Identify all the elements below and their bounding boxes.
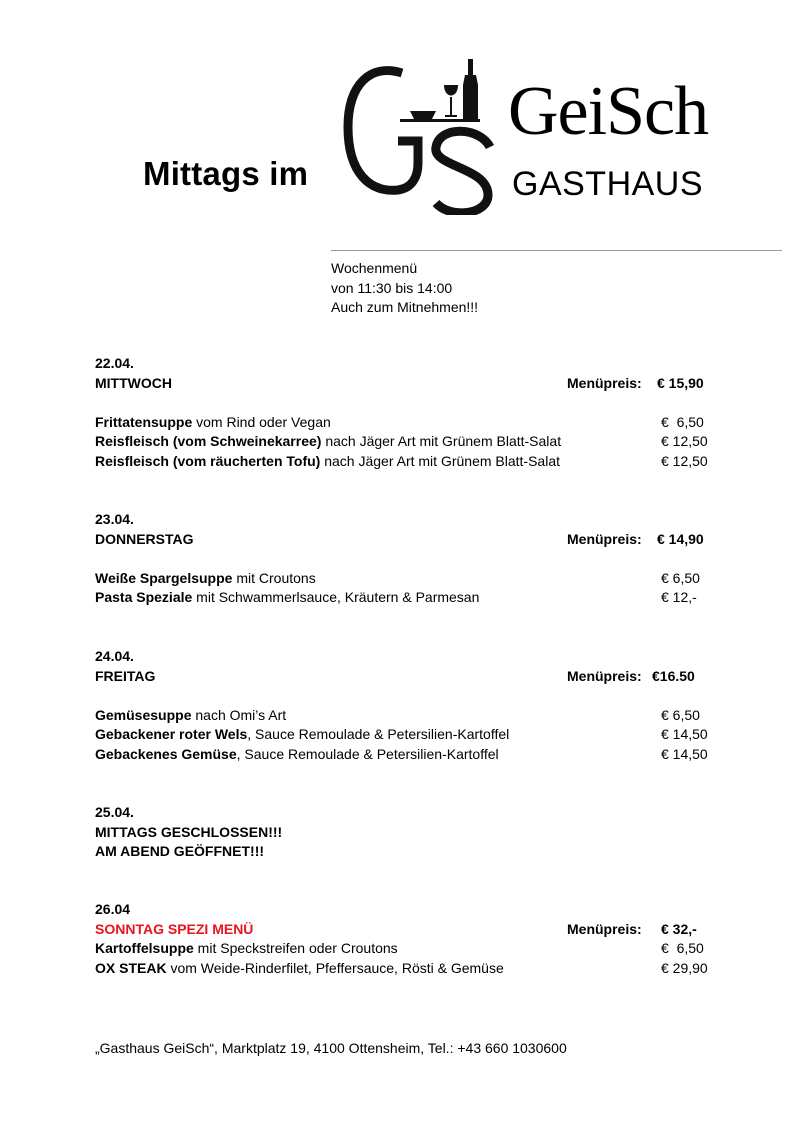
dish-name: Gebackenes Gemüse bbox=[95, 745, 237, 762]
dish-price: € 12,50 bbox=[661, 452, 708, 469]
dish-row bbox=[95, 452, 735, 472]
dish-name: Reisfleisch (vom räucherten Tofu) bbox=[95, 452, 321, 469]
dish-desc: nach Jäger Art mit Grünem Blatt-Salat bbox=[321, 433, 562, 449]
dish-price: € 6,50 bbox=[661, 706, 700, 723]
dish-desc: nach Jäger Art mit Grünem Blatt-Salat bbox=[320, 452, 560, 469]
dish-row bbox=[95, 939, 735, 959]
menu-price-label: Menüpreis: bbox=[567, 530, 642, 547]
day-date: 25.04. bbox=[95, 804, 134, 820]
dish-row bbox=[95, 432, 735, 452]
dish-desc: , Sauce Remoulade & Petersilien-Kartoffel bbox=[236, 745, 499, 762]
dish-row bbox=[95, 588, 735, 608]
info-line: Auch zum Mitnehmen!!! bbox=[331, 299, 479, 315]
dish-row bbox=[95, 706, 735, 726]
dish-name: Gebackener roter Wels bbox=[95, 726, 248, 742]
info-line: von 11:30 bis 14:00 bbox=[331, 279, 453, 296]
menu-price-label: Menüpreis: bbox=[567, 667, 642, 684]
dish-name: OX STEAK bbox=[95, 959, 167, 976]
gasthaus-logo bbox=[340, 55, 770, 215]
footer-address: „Gasthaus GeiSch“, Marktplatz 19, 4100 Ottensheim, Tel.: +43 660 1030600 bbox=[95, 1040, 567, 1056]
day-section bbox=[95, 510, 735, 608]
dish-price: € 14,50 bbox=[661, 726, 708, 742]
day-date: 22.04. bbox=[95, 355, 134, 371]
dish-price: € 29,90 bbox=[661, 959, 708, 976]
menu-price: € 15,90 bbox=[657, 374, 704, 391]
info-line: Wochenmenü bbox=[331, 260, 418, 276]
dish-desc: , Sauce Remoulade & Petersilien-Kartoffel bbox=[247, 726, 510, 742]
day-name-row bbox=[95, 920, 735, 940]
dish-desc: vom Rind oder Vegan bbox=[192, 413, 331, 430]
dish-price: € 12,- bbox=[661, 589, 697, 605]
dish-desc: nach Omi’s Art bbox=[191, 706, 287, 723]
day-date: 26.04 bbox=[95, 901, 131, 917]
closed-notice: MITTAGS GESCHLOSSEN!!! bbox=[95, 823, 283, 840]
day-date: 24.04. bbox=[95, 648, 134, 664]
day-name: FREITAG bbox=[95, 667, 156, 684]
dish-row bbox=[95, 569, 735, 589]
menu-price: € 32,- bbox=[661, 920, 697, 937]
dish-name: Weiße Spargelsuppe bbox=[95, 569, 233, 586]
day-name-row bbox=[95, 530, 735, 550]
open-notice: AM ABEND GEÖFFNET!!! bbox=[95, 843, 265, 859]
day-section bbox=[95, 803, 735, 862]
dish-desc: mit Speckstreifen oder Croutons bbox=[193, 940, 398, 956]
dish-name: Pasta Speziale bbox=[95, 589, 193, 605]
day-name-row bbox=[95, 374, 735, 394]
dish-price: € 6,50 bbox=[661, 940, 704, 956]
menu-price-label: Menüpreis: bbox=[567, 374, 642, 391]
dish-price: € 6,50 bbox=[661, 569, 700, 586]
day-name-row bbox=[95, 667, 735, 687]
dish-price: € 6,50 bbox=[661, 413, 704, 430]
dish-row bbox=[95, 413, 735, 433]
header-divider bbox=[331, 250, 782, 251]
logo-monogram-icon bbox=[340, 55, 500, 215]
page-title: Mittags im bbox=[143, 155, 309, 192]
day-name: MITTWOCH bbox=[95, 374, 172, 391]
dish-row bbox=[95, 725, 735, 745]
dish-price: € 12,50 bbox=[661, 433, 708, 449]
day-section bbox=[95, 647, 735, 764]
menu-info bbox=[331, 259, 478, 318]
dish-row bbox=[95, 745, 735, 765]
menu-price: €16.50 bbox=[652, 667, 695, 684]
logo-subtitle: GASTHAUS bbox=[512, 165, 704, 203]
day-name: DONNERSTAG bbox=[95, 530, 194, 547]
dish-desc: mit Croutons bbox=[232, 569, 316, 586]
day-section bbox=[95, 354, 735, 471]
dish-name: Reisfleisch (vom Schweinekarree) bbox=[95, 433, 322, 449]
menu-price: € 14,90 bbox=[657, 530, 704, 547]
day-name: SONNTAG SPEZI MENÜ bbox=[95, 920, 254, 937]
dish-desc: vom Weide-Rinderfilet, Pfeffersauce, Rösti & Gemüse bbox=[166, 959, 504, 976]
day-section bbox=[95, 900, 735, 978]
dish-name: Frittatensuppe bbox=[95, 413, 193, 430]
logo-name: GeiSch bbox=[508, 73, 709, 150]
dish-price: € 14,50 bbox=[661, 745, 708, 762]
dish-row bbox=[95, 959, 735, 979]
dish-desc: mit Schwammerlsauce, Kräutern & Parmesan bbox=[192, 589, 480, 605]
day-date: 23.04. bbox=[95, 511, 134, 527]
dish-name: Gemüsesuppe bbox=[95, 706, 192, 723]
menu-price-label: Menüpreis: bbox=[567, 920, 642, 937]
dish-name: Kartoffelsuppe bbox=[95, 940, 194, 956]
